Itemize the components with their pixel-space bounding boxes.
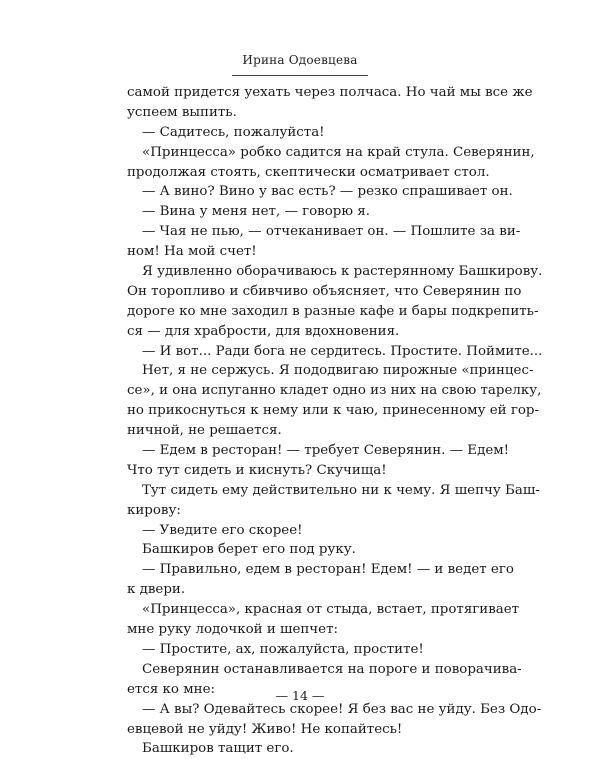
text-line: — Уведите его скорее! (142, 522, 303, 538)
text-line: ничной, не решается. (127, 423, 282, 439)
text-line: продолжая стоять, скептически осматривает стол. (127, 164, 490, 180)
text-line: Нет, я не сержусь. Я пододвигаю пирожные «принцес- (142, 363, 534, 379)
text-line: ном! На мой счет! (127, 244, 257, 260)
text-line: самой придется уехать через полчаса. Но чай мы все же (127, 85, 533, 100)
text-line: — Правильно, едем в ресторан! Едем! — и ведет его (142, 562, 514, 578)
text-line: се», и она испуганно кладет одно из них на свою тарелку, (127, 383, 542, 399)
text-line: к двери. (127, 582, 186, 598)
text-line: — Простите, ах, пожалуйста, простите! (142, 641, 424, 657)
text-line: — Едем в ресторан! — требует Северянин. — Едем! (142, 443, 510, 459)
text-line: мне руку лодочкой и шепчет: (127, 622, 338, 638)
text-line: ется ко мне: (127, 681, 216, 697)
text-line: — Вина у меня нет, — говорю я. (142, 204, 370, 220)
body-text (127, 83, 543, 759)
text-line: Он торопливо и сбивчиво объясняет, что Северянин по (127, 283, 522, 299)
text-line: — Чая не пью, — отчеканивает он. — Пошлите за ви- (142, 224, 521, 240)
text-line: — А вы? Одевайтесь скорее! Я без вас не уйду. Без Одо- (142, 701, 542, 717)
text-line: Северянин останавливается на пороге и поворачива- (142, 661, 522, 677)
text-line: Что тут сидеть и киснуть? Скучища! (127, 462, 387, 478)
text-line: но прикоснуться к нему или к чаю, принесенному ей гор- (127, 403, 540, 419)
text-line: Башкиров берет его под руку. (142, 542, 356, 558)
page-number: — 14 — (275, 688, 325, 703)
text-line: — А вино? Вино у вас есть? — резко спрашивает он. (142, 184, 513, 200)
text-line: Я удивленно оборачиваюсь к растерянному Башкирову. (142, 264, 543, 280)
text-line: Тут сидеть ему действительно ни к чему. Я шепчу Баш- (142, 482, 540, 498)
text-line: ся — для храбрости, для вдохновения. (127, 323, 400, 339)
text-line: Башкиров тащит его. (142, 741, 294, 757)
running-head: Ирина Одоевцева (242, 53, 358, 67)
header-rule (232, 75, 368, 76)
text-line: «Принцесса» робко садится на край стула. Северянин, (142, 144, 535, 160)
text-line: дороге ко мне заходил в разные кафе и бары подкрепить- (127, 303, 539, 319)
text-line: успеем выпить. (127, 104, 237, 120)
text-line: «Принцесса», красная от стыда, встает, протягивает (142, 602, 520, 618)
text-line: евцевой не уйду! Живо! Не копайтесь! (127, 721, 403, 737)
text-line: — Садитесь, пожалуйста! (142, 124, 325, 140)
text-line: кирову: (127, 502, 181, 518)
text-line: — И вот... Ради бога не сердитесь. Простите. Поймите... (142, 343, 543, 359)
